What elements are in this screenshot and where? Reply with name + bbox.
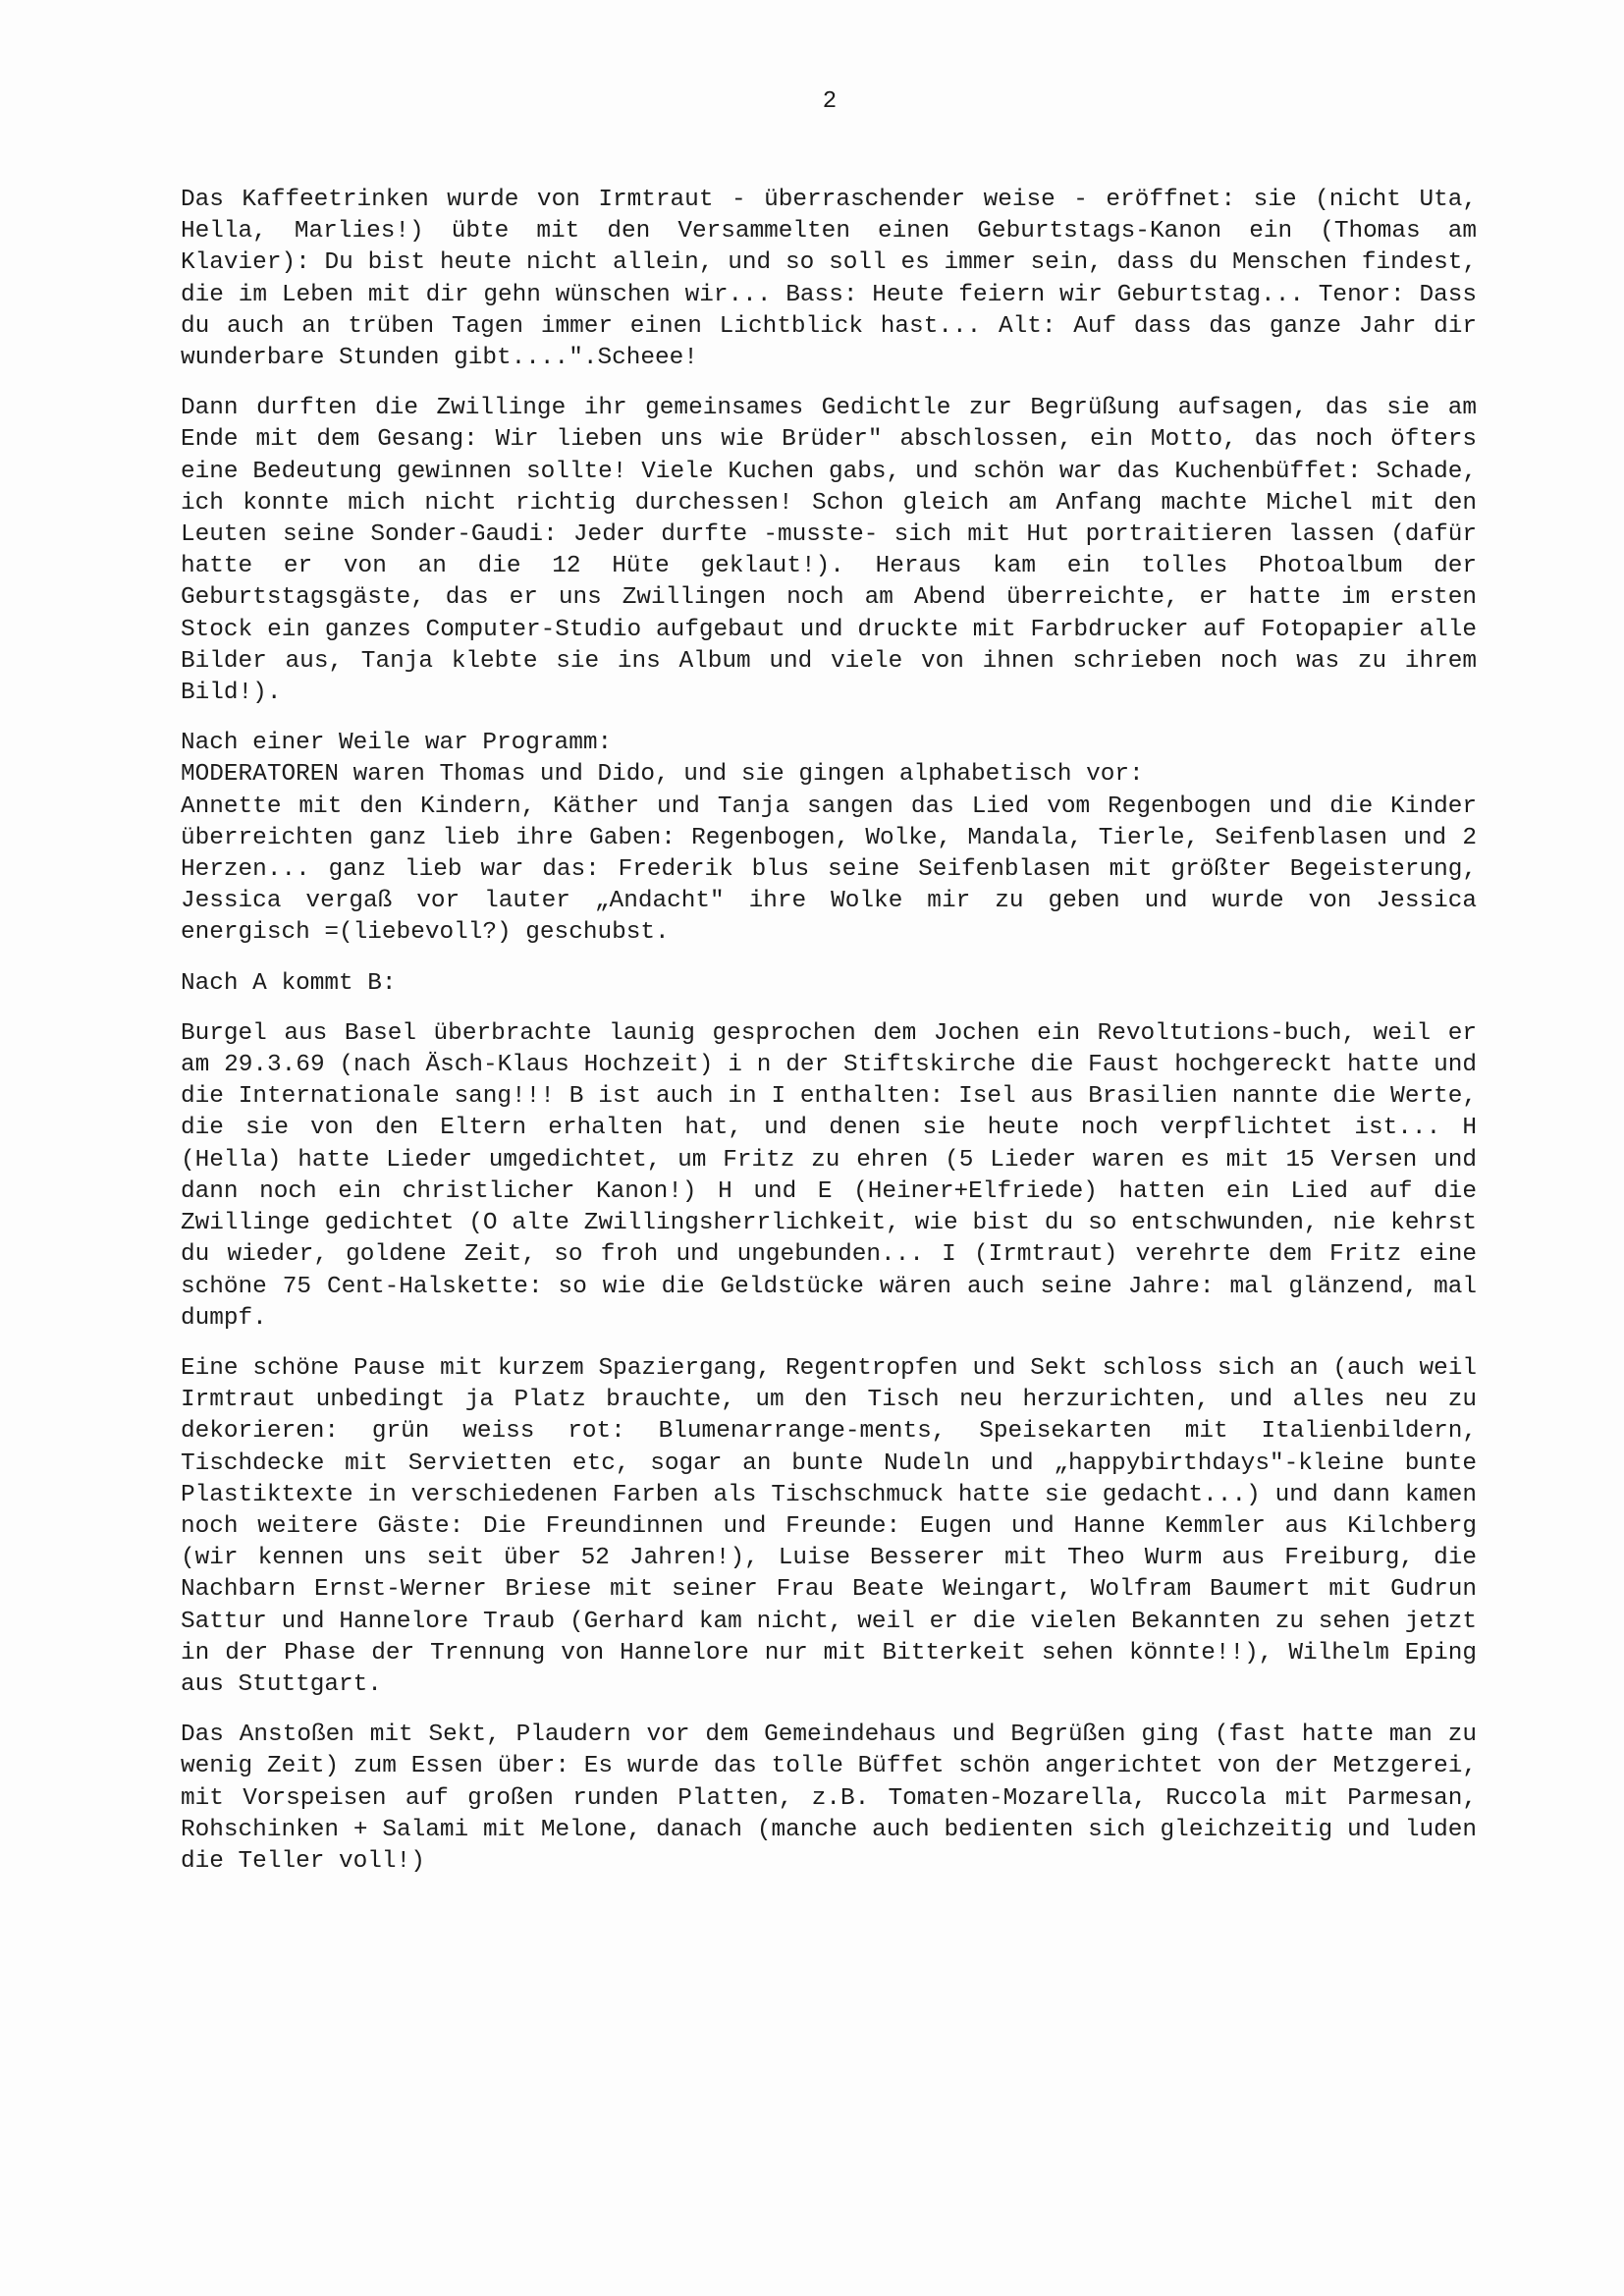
- paragraph-pause-gaeste: Eine schöne Pause mit kurzem Spaziergang, Regentropfen und Sekt schloss sich an (auch weil Irmtraut unbedingt ja Platz brauchte, um den Tisch neu herzurichten, und alles neu zu dekorieren: grün weiss rot: Blumenarrange-ments, Speisekarten mit Italienbildern, Tischdecke mit Servietten etc, sogar an bunte Nudeln und „happybirthdays"-kleine bunte Plastiktexte in verschiedenen Farben als Tischschmuck hatte sie gedacht...) und dann kamen noch weitere Gäste: Die Freundinnen und Freunde: Eugen und Hanne Kemmler aus Kilchberg (wir kennen uns seit über 52 Jahren!), Luise Besserer mit Theo Wurm aus Freiburg, die Nachbarn Ernst-Werner Briese mit seiner Frau Beate Weingart, Wolfram Baumert mit Gudrun Sattur und Hannelore Traub (Gerhard kam nicht, weil er die vielen Bekannten zu sehen jetzt in der Phase der Trennung von Hannelore nur mit Bitterkeit sehen könnte!!), Wilhelm Eping aus Stuttgart.: [181, 1354, 1477, 1698]
- page-number: 2: [822, 88, 838, 115]
- paragraph-burgel-basel: Burgel aus Basel überbrachte launig gesprochen dem Jochen ein Revoltutions-buch, weil er am 29.3.69 (nach Äsch-Klaus Hochzeit) i n der Stiftskirche die Faust hochgereckt hatte und die Internationale sang!!! B ist auch in I enthalten: Isel aus Brasilien nannte die Werte, die sie von den Eltern erhalten hat, und denen sie heute noch verpflichtet ist... H (Hella) hatte Lieder umgedichtet, um Fritz zu ehren (5 Lieder waren es mit 15 Versen und dann noch ein christlicher Kanon!) H und E (Heiner+Elfriede) hatten ein Lied auf die Zwillinge gedichtet (O alte Zwillingsherrlichkeit, wie bist du so entschwunden, nie kehrst du wieder, goldene Zeit, so froh und ungebunden... I (Irmtraut) verehrte dem Fritz eine schöne 75 Cent-Halskette: so wie die Geldstücke wären auch seine Jahre: mal glänzend, mal dumpf.: [181, 1019, 1477, 1332]
- paragraph-anstossen-essen: Das Anstoßen mit Sekt, Plaudern vor dem Gemeindehaus und Begrüßen ging (fast hatte man zu wenig Zeit) zum Essen über: Es wurde das tolle Büffet schön angerichtet von der Metzgerei, mit Vorspeisen auf großen runden Platten, z.B. Tomaten-Mozarella, Ruccola mit Parmesan, Rohschinken + Salami mit Melone, danach (manche auch bedienten sich gleichzeitig und luden die Teller voll!): [181, 1722, 1477, 1875]
- paragraph-annette-kinder: Annette mit den Kindern, Käther und Tanja sangen das Lied vom Regenbogen und die Kinder überreichten ganz lieb ihre Gaben: Regenbogen, Wolke, Mandala, Tierle, Seifenblasen und 2 Herzen... ganz lieb war das: Frederik blus seine Seifenblasen mit größter Begeisterung, Jessica vergaß vor lauter „Andacht" ihre Wolke mir zu geben und wurde von Jessica energisch =(liebevoll?) geschubst.: [181, 793, 1477, 947]
- paragraph-programm: Nach einer Weile war Programm:: [181, 730, 613, 757]
- paragraph-nach-a-kommt-b: Nach A kommt B:: [181, 969, 397, 997]
- paragraph-zwillinge-gedicht: Dann durften die Zwillinge ihr gemeinsames Gedichtle zur Begrüßung aufsagen, das sie am Ende mit dem Gesang: Wir lieben uns wie Brüder" abschlossen, ein Motto, das noch öfters eine Bedeutung gewinnen sollte! Viele Kuchen gabs, und schön war das Kuchenbüffet: Schade, ich konnte mich nicht richtig durchessen! Schon gleich am Anfang machte Michel mit den Leuten seine Sonder-Gaudi: Jeder durfte -musste- sich mit Hut portraitieren lassen (dafür hatte er von an die 12 Hüte geklaut!). Heraus kam ein tolles Photoalbum der Geburtstagsgäste, das er uns Zwillingen noch am Abend überreichte, er hatte im ersten Stock ein ganzes Computer-Studio aufgebaut und druckte mit Farbdrucker auf Fotopapier alle Bilder aus, Tanja klebte sie ins Album und viele von ihnen schrieben noch was zu ihrem Bild!).: [181, 395, 1477, 707]
- document-body: [181, 185, 1477, 1896]
- paragraph-moderatoren: MODERATOREN waren Thomas und Dido, und sie gingen alphabetisch vor:: [181, 761, 1144, 789]
- paragraph-kaffeetrinken: Das Kaffeetrinken wurde von Irmtraut - überraschender weise - eröffnet: sie (nicht Uta, Hella, Marlies!) übte mit den Versammelten einen Geburtstags-Kanon ein (Thomas am Klavier): Du bist heute nicht allein, und so soll es immer sein, dass du Menschen findest, die im Leben mit dir gehn wünschen wir... Bass: Heute feiern wir Geburtstag... Tenor: Dass du auch an trüben Tagen immer einen Lichtblick hast... Alt: Auf dass das ganze Jahr dir wunderbare Stunden gibt....".Scheee!: [181, 187, 1477, 372]
